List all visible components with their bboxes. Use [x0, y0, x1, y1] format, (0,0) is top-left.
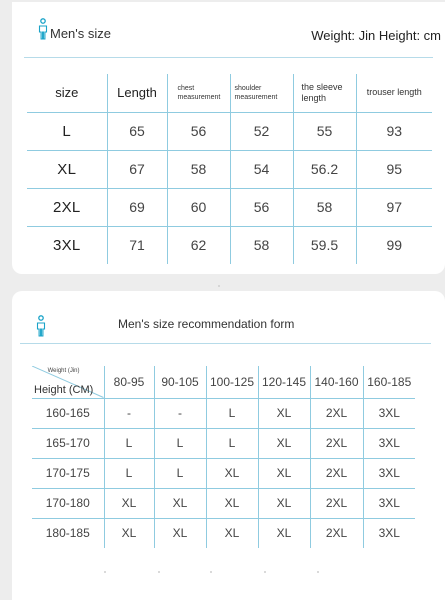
table-cell: 65: [107, 112, 167, 150]
size-label: L: [27, 112, 107, 150]
table-cell: 99: [356, 226, 432, 264]
height-range: 180-185: [32, 518, 104, 548]
table-row: [32, 428, 415, 458]
table-cell: 71: [107, 226, 167, 264]
table-cell: L: [154, 458, 206, 488]
table-cell: -: [154, 398, 206, 428]
weight-axis-label: Weight (Jin): [47, 368, 80, 374]
table-cell: L: [154, 428, 206, 458]
table-cell: XL: [104, 488, 154, 518]
person-icon: [38, 18, 48, 40]
table-cell: 52: [230, 112, 293, 150]
weight-range-header: 100-125: [206, 366, 258, 398]
table-cell: XL: [258, 398, 310, 428]
table-cell: XL: [206, 458, 258, 488]
table-cell: 2XL: [310, 488, 363, 518]
table-cell: 2XL: [310, 428, 363, 458]
table-cell: XL: [258, 518, 310, 548]
size-label: 2XL: [27, 188, 107, 226]
recommendation-title: Men's size recommendation form: [118, 317, 295, 331]
footer-dots: [12, 571, 445, 575]
table-cell: XL: [258, 428, 310, 458]
corner-header: [32, 366, 104, 398]
weight-range-header: 140-160: [310, 366, 363, 398]
header-length: Length: [107, 74, 167, 112]
table-cell: 3XL: [363, 458, 415, 488]
size-chart-title: Men's size: [50, 26, 112, 41]
size-label: XL: [27, 150, 107, 188]
table-cell: 97: [356, 188, 432, 226]
height-range: 165-170: [32, 428, 104, 458]
person-icon: [36, 315, 46, 337]
table-cell: 2XL: [310, 458, 363, 488]
weight-range-header: 160-185: [363, 366, 415, 398]
table-cell: 3XL: [363, 488, 415, 518]
table-row: [27, 150, 432, 188]
table-row: [27, 188, 432, 226]
table-cell: 58: [293, 188, 356, 226]
separator-dots: [0, 285, 445, 289]
table-cell: XL: [258, 458, 310, 488]
height-range: 170-180: [32, 488, 104, 518]
table-cell: 62: [167, 226, 230, 264]
table-row: [32, 488, 415, 518]
table-cell: 2XL: [310, 518, 363, 548]
table-cell: 58: [230, 226, 293, 264]
header-shoulder: shoulder measurement: [230, 74, 293, 112]
table-cell: 54: [230, 150, 293, 188]
table-cell: -: [104, 398, 154, 428]
table-cell: 56: [230, 188, 293, 226]
table-cell: 69: [107, 188, 167, 226]
table-cell: XL: [258, 488, 310, 518]
mens-size-card: [12, 2, 445, 274]
table-cell: L: [104, 458, 154, 488]
size-recommendation-card: [12, 291, 445, 600]
table-cell: 58: [167, 150, 230, 188]
table-cell: 93: [356, 112, 432, 150]
table-header-row: [32, 366, 415, 398]
size-label: 3XL: [27, 226, 107, 264]
table-cell: 55: [293, 112, 356, 150]
table-cell: 3XL: [363, 518, 415, 548]
weight-range-header: 120-145: [258, 366, 310, 398]
weight-range-header: 90-105: [154, 366, 206, 398]
table-row: [32, 398, 415, 428]
table-cell: 3XL: [363, 428, 415, 458]
units-note: Weight: Jin Height: cm: [311, 28, 441, 43]
table-cell: L: [206, 428, 258, 458]
table-cell: 56.2: [293, 150, 356, 188]
table-cell: XL: [154, 518, 206, 548]
weight-range-header: 80-95: [104, 366, 154, 398]
header-sleeve: the sleeve length: [293, 74, 356, 112]
header-size: size: [27, 74, 107, 112]
table-cell: 59.5: [293, 226, 356, 264]
table-cell: XL: [104, 518, 154, 548]
header-trouser: trouser length: [356, 74, 432, 112]
table-row: [32, 518, 415, 548]
header-chest: chest measurement: [167, 74, 230, 112]
table-cell: 2XL: [310, 398, 363, 428]
title-divider: [24, 57, 433, 58]
table-cell: XL: [206, 488, 258, 518]
table-cell: 3XL: [363, 398, 415, 428]
table-row: [32, 458, 415, 488]
height-axis-label: Height (CM): [34, 383, 94, 396]
table-cell: 60: [167, 188, 230, 226]
recommendation-table: [32, 366, 415, 548]
table-row: [27, 226, 432, 264]
table-cell: L: [206, 398, 258, 428]
table-cell: 67: [107, 150, 167, 188]
title-divider: [20, 343, 431, 344]
table-cell: L: [104, 428, 154, 458]
height-range: 160-165: [32, 398, 104, 428]
table-cell: 95: [356, 150, 432, 188]
height-range: 170-175: [32, 458, 104, 488]
table-cell: XL: [154, 488, 206, 518]
table-row: [27, 112, 432, 150]
table-cell: XL: [206, 518, 258, 548]
table-header-row: [27, 74, 432, 112]
size-table: [27, 74, 432, 264]
table-cell: 56: [167, 112, 230, 150]
